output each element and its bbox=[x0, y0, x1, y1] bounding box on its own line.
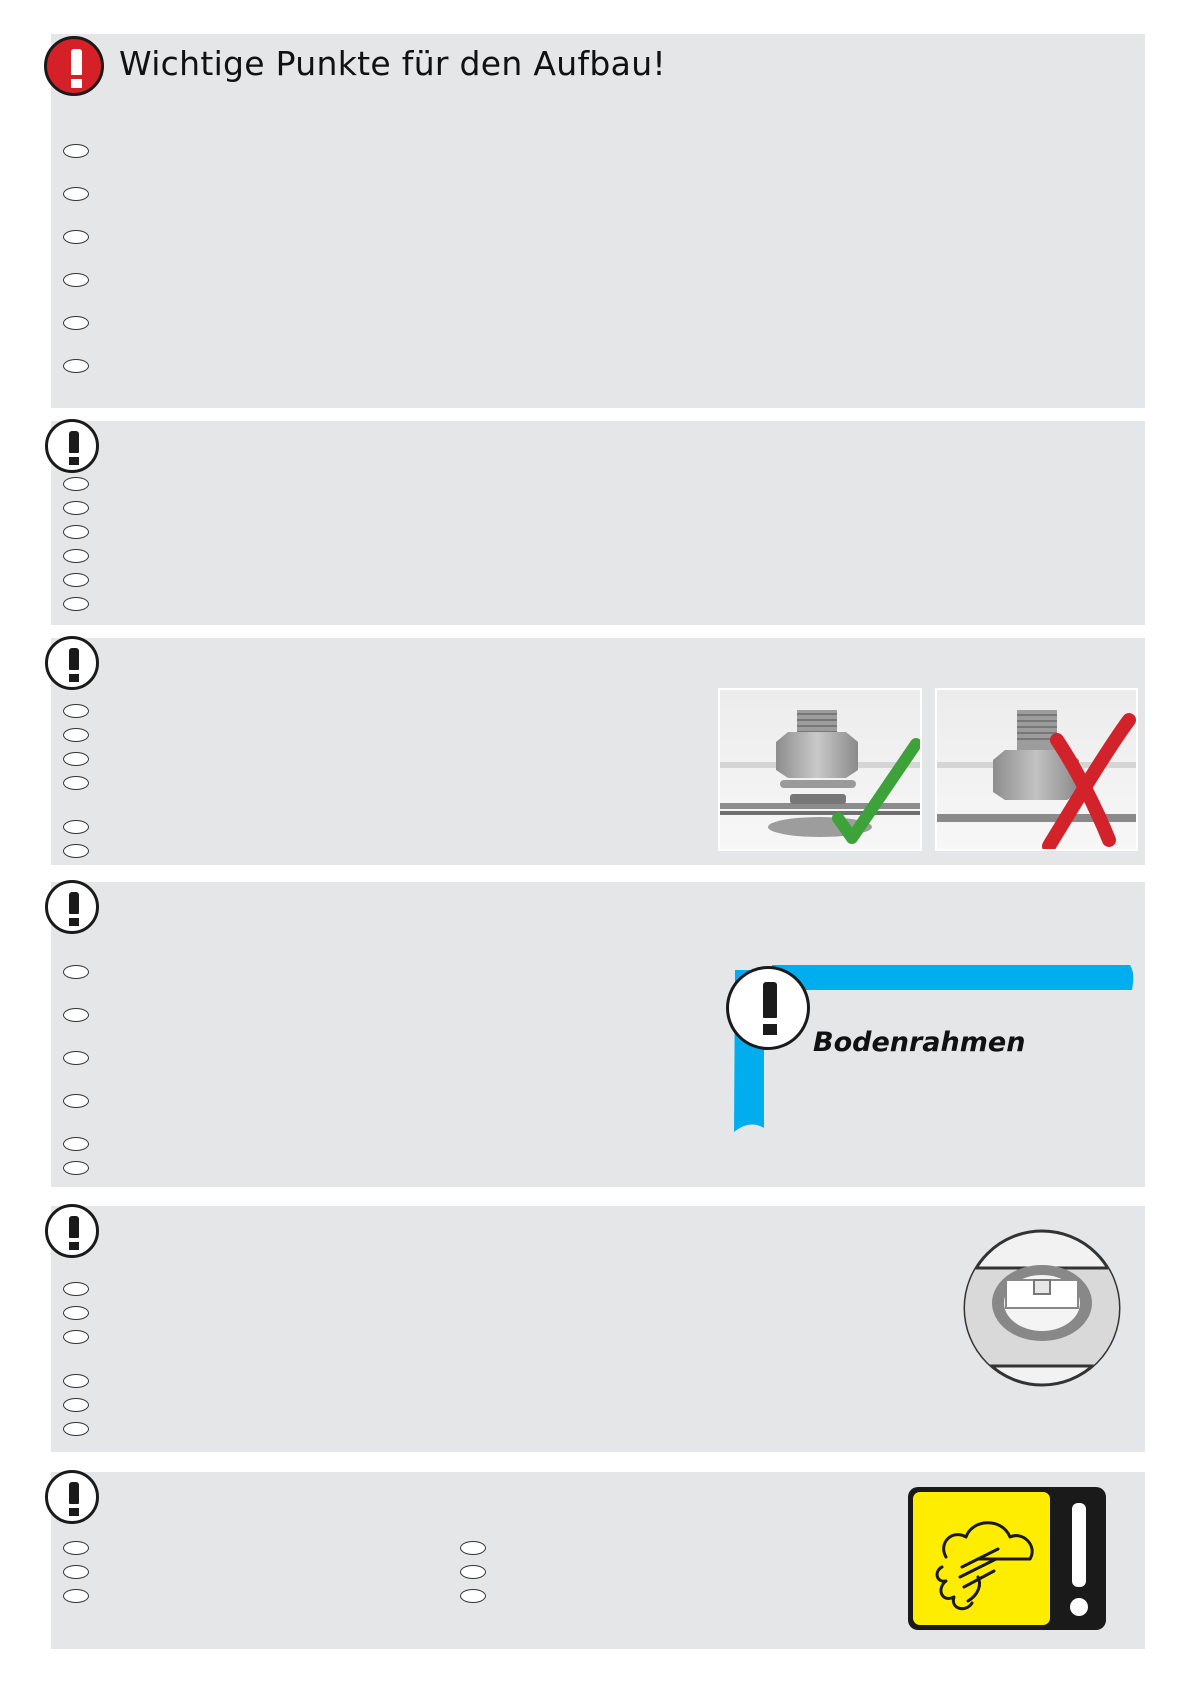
checkbox[interactable] bbox=[63, 501, 89, 515]
checkbox[interactable] bbox=[63, 1282, 89, 1296]
bolt-correct-image bbox=[718, 688, 922, 851]
checkbox[interactable] bbox=[63, 1422, 89, 1436]
wind-warning-icon bbox=[906, 1485, 1108, 1632]
checkbox[interactable] bbox=[63, 573, 89, 587]
checkbox[interactable] bbox=[63, 597, 89, 611]
exclamation-icon bbox=[45, 419, 99, 473]
checkbox[interactable] bbox=[63, 820, 89, 834]
checkbox[interactable] bbox=[63, 230, 89, 244]
checkbox[interactable] bbox=[63, 965, 89, 979]
checkbox[interactable] bbox=[63, 1161, 89, 1175]
checkbox[interactable] bbox=[63, 359, 89, 373]
checkbox[interactable] bbox=[63, 1374, 89, 1388]
checkbox[interactable] bbox=[63, 776, 89, 790]
checkbox[interactable] bbox=[63, 1137, 89, 1151]
checkbox[interactable] bbox=[63, 1541, 89, 1555]
checkbox[interactable] bbox=[63, 1008, 89, 1022]
bolt-incorrect-image bbox=[935, 688, 1138, 851]
exclamation-icon bbox=[45, 636, 99, 690]
checkbox[interactable] bbox=[460, 1589, 486, 1603]
warning-icon-red bbox=[44, 36, 104, 96]
checkbox[interactable] bbox=[63, 1330, 89, 1344]
exclamation-icon bbox=[45, 1204, 99, 1258]
section-2 bbox=[51, 421, 1145, 625]
checkbox[interactable] bbox=[63, 144, 89, 158]
spirit-level-icon bbox=[962, 1228, 1122, 1388]
checkbox[interactable] bbox=[63, 728, 89, 742]
checkbox[interactable] bbox=[63, 1398, 89, 1412]
checkbox[interactable] bbox=[63, 273, 89, 287]
checkbox[interactable] bbox=[63, 1306, 89, 1320]
checkbox[interactable] bbox=[63, 752, 89, 766]
page-title: Wichtige Punkte für den Aufbau! bbox=[119, 44, 666, 83]
checkbox[interactable] bbox=[460, 1565, 486, 1579]
checkbox[interactable] bbox=[63, 1565, 89, 1579]
section-important-points bbox=[51, 34, 1145, 408]
exclamation-icon bbox=[45, 1470, 99, 1524]
checkbox[interactable] bbox=[460, 1541, 486, 1555]
exclamation-icon bbox=[45, 880, 99, 934]
checkbox[interactable] bbox=[63, 844, 89, 858]
checkbox[interactable] bbox=[63, 187, 89, 201]
checkbox[interactable] bbox=[63, 316, 89, 330]
checkbox[interactable] bbox=[63, 525, 89, 539]
checkbox[interactable] bbox=[63, 704, 89, 718]
checkbox[interactable] bbox=[63, 1589, 89, 1603]
checkbox[interactable] bbox=[63, 1094, 89, 1108]
floor-frame-label: Bodenrahmen bbox=[813, 1027, 1026, 1058]
exclamation-icon bbox=[726, 966, 810, 1050]
checkbox[interactable] bbox=[63, 1051, 89, 1065]
checkbox[interactable] bbox=[63, 549, 89, 563]
checkbox[interactable] bbox=[63, 477, 89, 491]
